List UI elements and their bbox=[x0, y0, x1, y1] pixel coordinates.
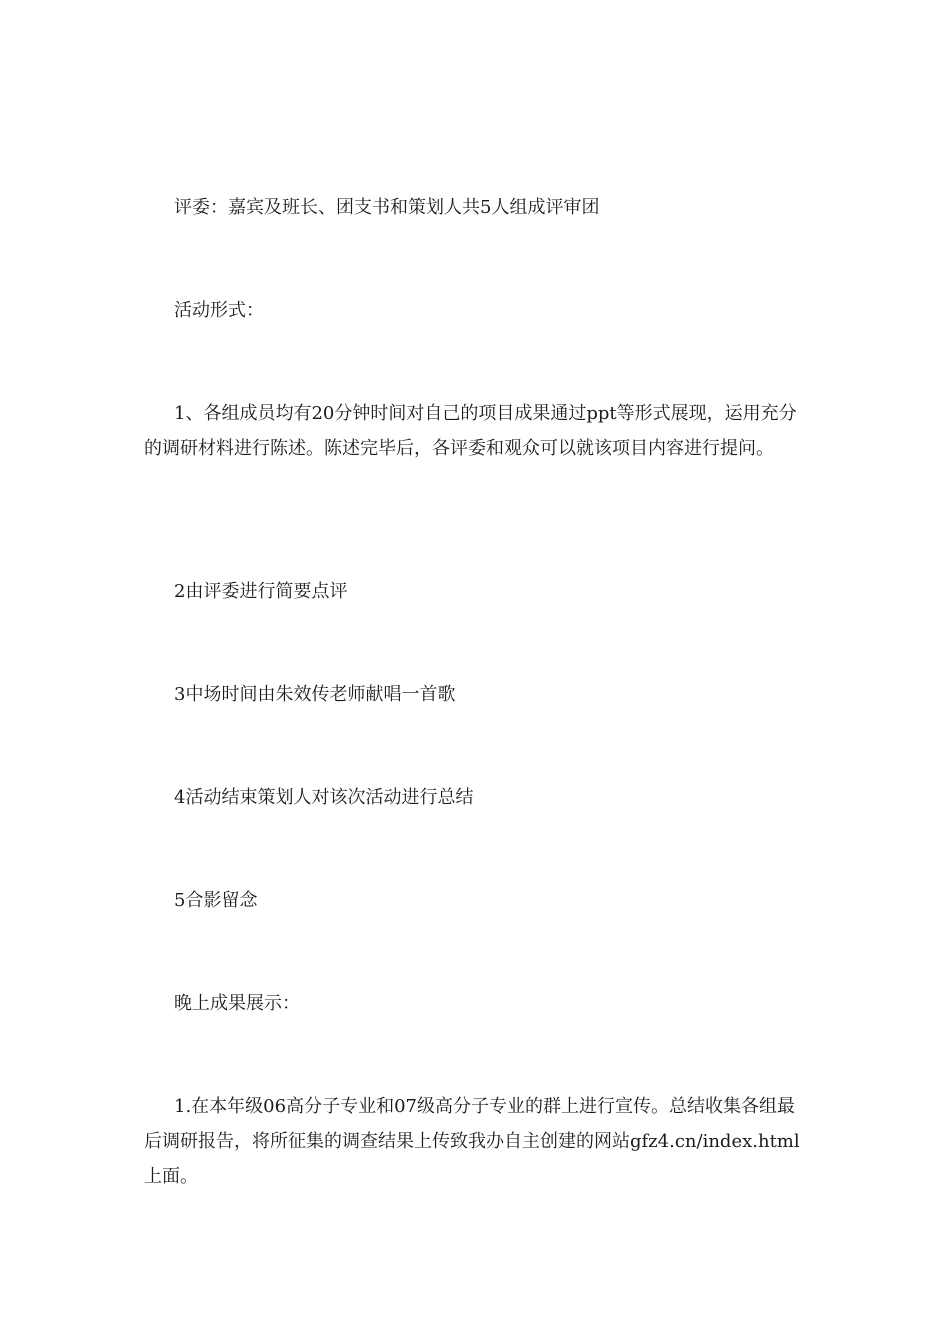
paragraph-format-item-3: 3中场时间由朱效传老师献唱一首歌 bbox=[174, 684, 456, 705]
paragraph-evening-item-1: 1.在本年级06高分子专业和07级高分子专业的群上进行宣传。总结收集各组最后调研报告，将所征集的调查结果上传致我办自主创建的网站gfz4.cn/index.html 上面。 bbox=[144, 1096, 800, 1187]
paragraph-format-item-5: 5合影留念 bbox=[174, 890, 258, 911]
paragraph-format-item-4: 4活动结束策划人对该次活动进行总结 bbox=[174, 787, 474, 808]
paragraph-evening-heading: 晚上成果展示： bbox=[174, 993, 300, 1014]
paragraph-format-item-2: 2由评委进行简要点评 bbox=[174, 581, 348, 602]
paragraph-format-item-1: 1、各组成员均有20分钟时间对自己的项目成果通过ppt等形式展现，运用充分的调研材料进行陈述。陈述完毕后，各评委和观众可以就该项目内容进行提问。 bbox=[144, 403, 797, 459]
paragraph-activity-format-heading: 活动形式： bbox=[174, 300, 264, 321]
paragraph-judges: 评委：嘉宾及班长、团支书和策划人共5人组成评审团 bbox=[174, 197, 600, 218]
